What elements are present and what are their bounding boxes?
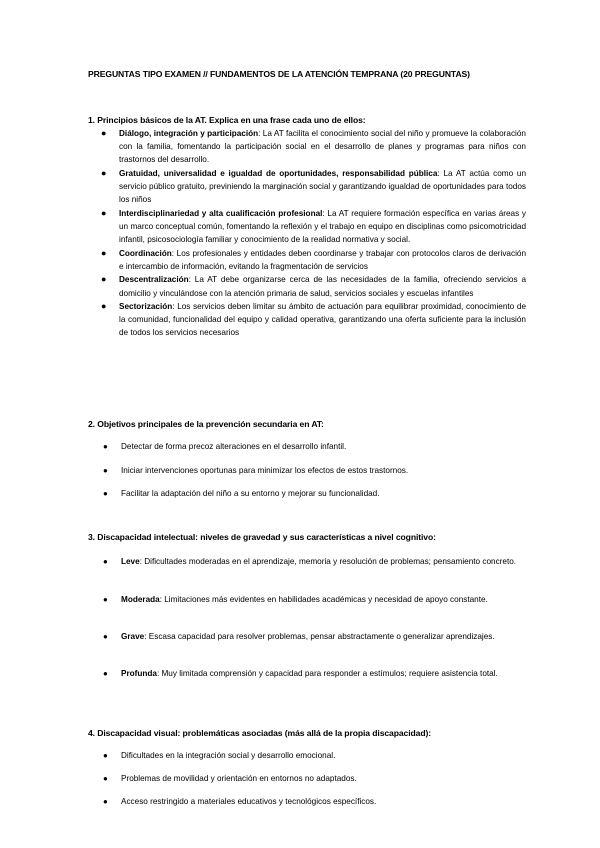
level-text — [121, 593, 523, 608]
bullet-icon: ● — [103, 489, 108, 498]
question-4-heading: 4. Discapacidad visual: problemáticas asociadas (más allá de la propia discapacidad): — [88, 728, 432, 738]
bullet-icon: ● — [103, 669, 108, 678]
bullet-icon: ● — [101, 247, 107, 258]
level-description: : Muy limitada comprensión y capacidad para responder a estímulos; requiere asistencia total. — [156, 669, 498, 678]
bullet-icon: ● — [103, 632, 108, 641]
principle-term: Gratuidad, universalidad e igualdad de oportunidades, responsabilidad pública — [119, 168, 438, 178]
level-text — [121, 667, 523, 682]
level-text — [121, 630, 523, 645]
question-1-list — [88, 127, 526, 340]
bullet-icon: ● — [103, 797, 108, 806]
list-item — [88, 300, 526, 339]
principle-text: : Los servicios deben limitar su ámbito de actuación para equilibrar proximidad, conocimiento de la comunidad, funcionalidad del equipo y calidad operativa, garantizando una oferta suficiente para la inclusión de todos los servicios necesarios — [119, 302, 526, 338]
level-term: Profunda — [121, 669, 157, 678]
list-item — [88, 167, 526, 206]
principle-text: : La AT facilita el conocimiento social del niño y promueve la colaboración con la familia, fomentando la participación social en el desarrollo de planes y programas para niños con trastornos del desarrollo. — [119, 129, 526, 165]
principle-text: : La AT requiere formación específica en varias áreas y un marco conceptual común, fomentando la reflexión y el trabajo en equipo en disciplinas como psicomotricidad infantil, psicosociología familiar y conocimiento de la realidad normativa y social. — [119, 208, 527, 244]
bullet-icon: ● — [101, 207, 107, 218]
objective-text: Detectar de forma precoz alteraciones en el desarrollo infantil. — [121, 442, 347, 451]
bullet-icon: ● — [103, 442, 108, 451]
list-item — [88, 207, 526, 246]
level-description: : Escasa capacidad para resolver problemas, pensar abstractamente o generalizar aprendizajes. — [144, 632, 495, 641]
list-item — [88, 247, 526, 273]
document-title: PREGUNTAS TIPO EXAMEN // FUNDAMENTOS DE LA ATENCIÓN TEMPRANA (20 PREGUNTAS) — [88, 69, 470, 79]
bullet-icon: ● — [103, 751, 108, 760]
principle-text: : La AT debe organizarse cerca de las necesidades de la familia, ofreciendo servicios a domicilio y vinculándose con la atención primaria de salud, servicios sociales y escuelas infantiles — [119, 275, 526, 298]
level-text — [121, 555, 523, 570]
principle-text: : Los profesionales y entidades deben coordinarse y trabajar con protocolos claros de derivación e intercambio de información, evitando la fragmentación de servicios — [119, 248, 526, 271]
level-term: Grave — [121, 632, 145, 641]
objective-text: Iniciar intervenciones oportunas para minimizar los efectos de estos trastornos. — [121, 466, 409, 475]
level-term: Moderada — [121, 595, 160, 604]
level-description: : Limitaciones más evidentes en habilidades académicas y necesidad de apoyo constante. — [159, 595, 488, 604]
list-item — [88, 273, 526, 299]
bullet-icon: ● — [103, 557, 108, 566]
bullet-icon: ● — [101, 274, 107, 285]
level-term: Leve — [121, 557, 140, 566]
principle-term: Coordinación — [119, 248, 172, 258]
level-description: : Dificultades moderadas en el aprendizaje, memoria y resolución de problemas; pensamiento concreto. — [139, 557, 517, 566]
bullet-icon: ● — [101, 167, 107, 178]
problem-text: Dificultades en la integración social y desarrollo emocional. — [121, 751, 336, 760]
principle-term: Diálogo, integración y participación — [119, 129, 259, 138]
question-2-heading: 2. Objetivos principales de la prevención secundaria en AT: — [88, 419, 324, 429]
bullet-icon: ● — [101, 301, 107, 312]
principle-term: Descentralización — [119, 275, 189, 285]
principle-text: : La AT actúa como un servicio público gratuito, previniendo la marginación social y garantizando igualdad de oportunidades para todos los niños — [119, 168, 527, 205]
question-3-heading: 3. Discapacidad intelectual: niveles de gravedad y sus características a nivel cognitivo: — [88, 532, 436, 542]
objective-text: Facilitar la adaptación del niño a su entorno y mejorar su funcionalidad. — [121, 489, 380, 498]
bullet-icon: ● — [101, 128, 107, 138]
bullet-icon: ● — [103, 595, 108, 604]
principle-term: Sectorización — [119, 302, 173, 312]
problem-text: Acceso restringido a materiales educativos y tecnológicos específicos. — [121, 797, 377, 806]
bullet-icon: ● — [103, 774, 108, 783]
problem-text: Problemas de movilidad y orientación en entornos no adaptados. — [121, 774, 357, 783]
question-1-heading: 1. Principios básicos de la AT. Explica en una frase cada uno de ellos: — [88, 115, 366, 125]
list-item — [88, 127, 526, 166]
bullet-icon: ● — [103, 466, 108, 475]
principle-term: Interdisciplinariedad y alta cualificación profesional — [119, 208, 323, 218]
